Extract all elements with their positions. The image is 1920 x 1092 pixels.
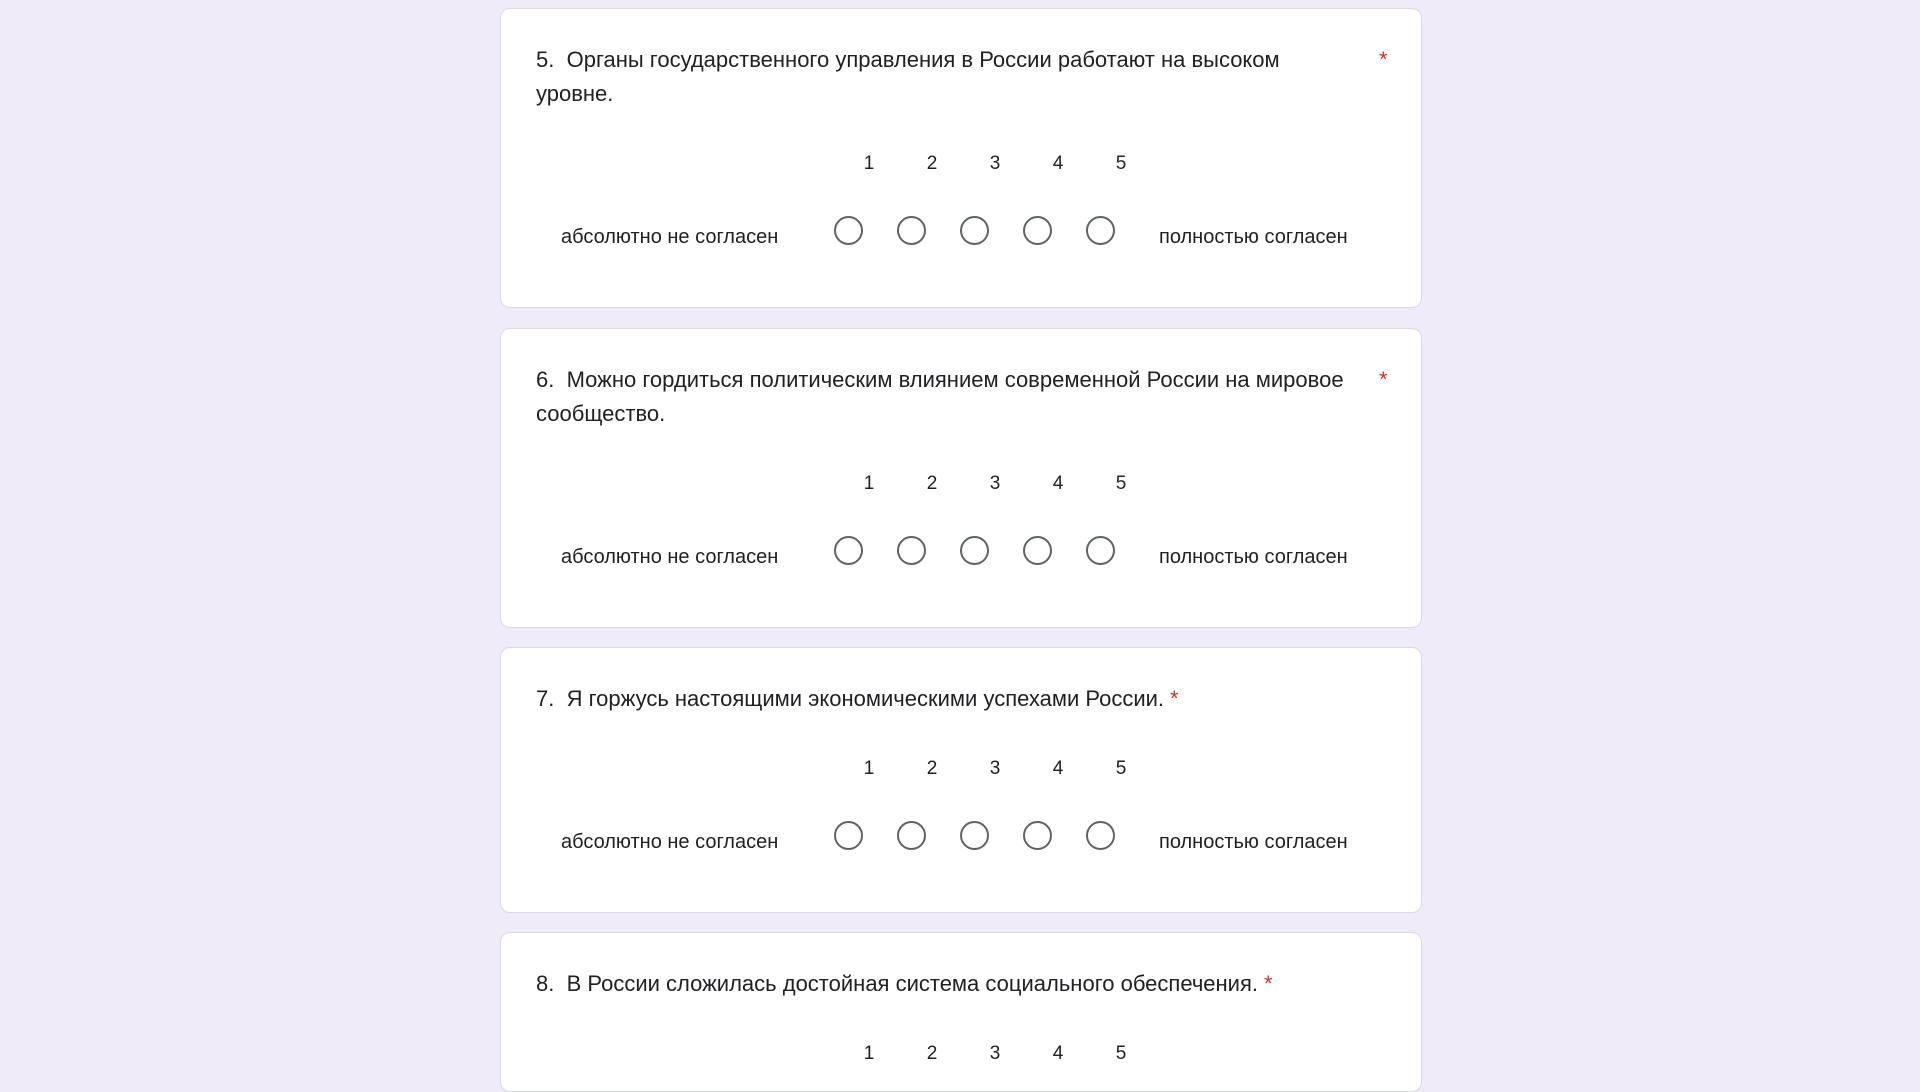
question-card-5 [500,8,1422,308]
scale-label-1: 1 [863,473,875,494]
radio-option-4[interactable] [1023,536,1052,565]
question-title [536,43,1388,111]
scale-label-2: 2 [926,1043,938,1064]
scale-label-2: 2 [926,758,938,779]
scale-label-1: 1 [863,758,875,779]
radio-option-3[interactable] [960,536,989,565]
question-title [536,363,1388,431]
radio-option-4[interactable] [1023,216,1052,245]
required-asterisk: * [1170,686,1179,711]
scale-label-1: 1 [863,153,875,174]
question-card-7 [500,647,1422,913]
high-anchor-label: полностью согласен [1159,546,1348,568]
radio-option-2[interactable] [897,216,926,245]
question-text: Я горжусь настоящими экономическими успехами России. [566,686,1165,711]
low-anchor-label: абсолютно не согласен [561,546,779,568]
scale-label-5: 5 [1115,1043,1127,1064]
question-number: 6. [536,367,555,392]
form-container [500,0,1424,1080]
high-anchor-label: полностью согласен [1159,226,1348,248]
required-asterisk: * [1379,367,1388,392]
question-card-6 [500,328,1422,628]
radio-option-1[interactable] [834,216,863,245]
scale-label-2: 2 [926,153,938,174]
radio-option-4[interactable] [1023,821,1052,850]
high-anchor-label: полностью согласен [1159,831,1348,853]
scale-label-4: 4 [1052,153,1064,174]
scale-label-4: 4 [1052,1043,1064,1064]
scale-label-5: 5 [1115,153,1127,174]
low-anchor-label: абсолютно не согласен [561,831,779,853]
scale-label-1: 1 [863,1043,875,1064]
radio-option-2[interactable] [897,536,926,565]
question-number: 8. [536,971,555,996]
radio-option-5[interactable] [1086,536,1115,565]
scale-label-2: 2 [926,473,938,494]
low-anchor-label: абсолютно не согласен [561,226,779,248]
required-asterisk: * [1263,971,1273,996]
question-number: 5. [536,47,555,72]
scale-label-3: 3 [989,473,1001,494]
question-card-8 [500,932,1422,1092]
scale-label-3: 3 [989,153,1001,174]
question-title [536,682,1356,716]
scale-label-3: 3 [989,1043,1001,1064]
scale-label-3: 3 [989,758,1001,779]
radio-option-3[interactable] [960,216,989,245]
required-asterisk: * [1379,47,1388,72]
question-title [536,967,1356,1001]
question-text: Органы государственного управления в России работают на высоком уровне. [536,47,1280,106]
question-text: Можно гордиться политическим влиянием современной России на мировое сообщество. [536,367,1344,426]
scale-label-4: 4 [1052,758,1064,779]
scale-label-4: 4 [1052,473,1064,494]
scale-label-5: 5 [1115,758,1127,779]
radio-option-5[interactable] [1086,821,1115,850]
radio-option-1[interactable] [834,821,863,850]
question-text: В России сложилась достойная система социального обеспечения. [566,971,1258,996]
question-number: 7. [536,686,555,711]
radio-option-3[interactable] [960,821,989,850]
radio-option-1[interactable] [834,536,863,565]
radio-option-2[interactable] [897,821,926,850]
scale-label-5: 5 [1115,473,1127,494]
radio-option-5[interactable] [1086,216,1115,245]
